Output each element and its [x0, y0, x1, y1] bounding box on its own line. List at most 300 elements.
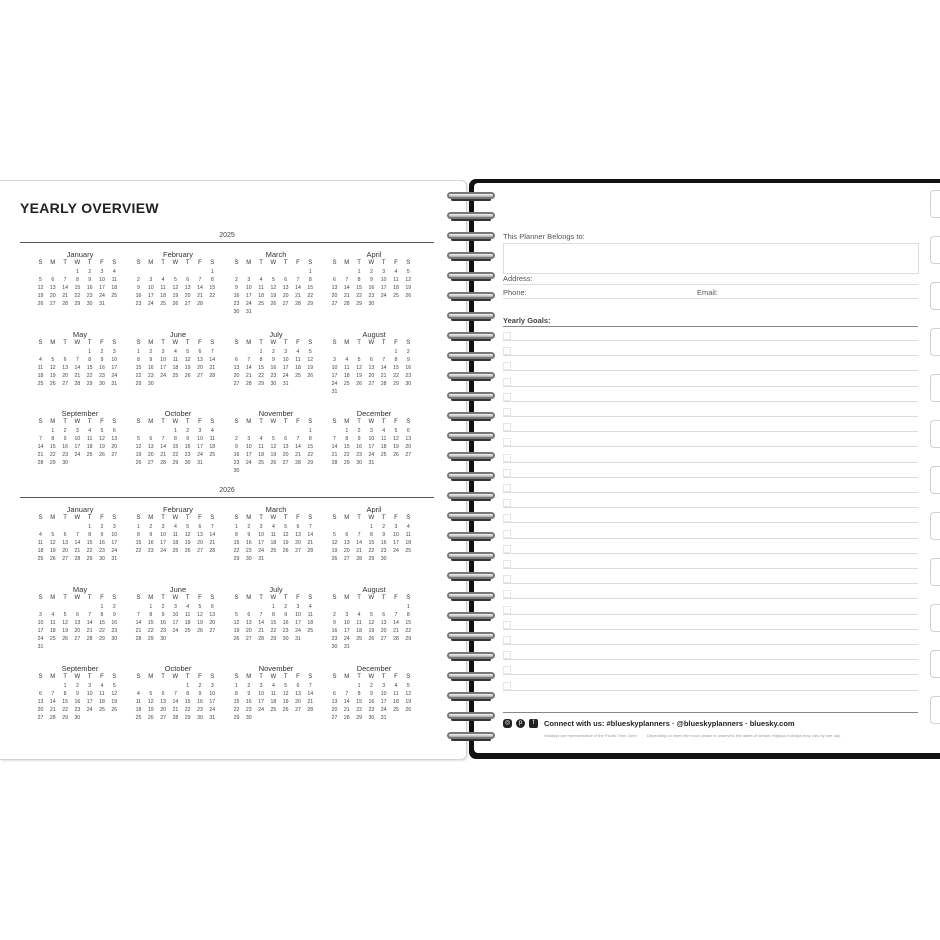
- weekday-header: S: [332, 260, 337, 266]
- day-number: 20: [368, 373, 375, 379]
- day-number: 15: [147, 620, 154, 626]
- day-number: 13: [295, 691, 301, 697]
- day-number: 19: [135, 452, 142, 458]
- day-number: 19: [331, 548, 338, 554]
- day-number: 14: [393, 620, 399, 626]
- day-number: 14: [49, 699, 56, 705]
- day-number: 19: [99, 444, 105, 450]
- month-tab[interactable]: [930, 190, 940, 218]
- goal-checkbox[interactable]: [503, 408, 511, 416]
- month-tab[interactable]: [930, 650, 940, 678]
- day-number: 3: [382, 269, 386, 275]
- day-number: 17: [258, 699, 264, 705]
- goal-line[interactable]: [503, 538, 918, 539]
- day-number: 10: [343, 620, 350, 626]
- goal-checkbox[interactable]: [503, 347, 511, 355]
- goal-checkbox[interactable]: [503, 636, 511, 644]
- day-number: 31: [197, 460, 203, 466]
- day-number: 2: [333, 612, 336, 618]
- goal-line[interactable]: [503, 522, 918, 523]
- weekday-header: T: [381, 419, 386, 425]
- goal-checkbox[interactable]: [503, 606, 511, 614]
- day-number: 29: [147, 636, 154, 642]
- day-number: 9: [382, 532, 386, 538]
- day-number: 6: [39, 691, 42, 697]
- day-number: 1: [137, 524, 140, 530]
- day-number: 7: [308, 683, 312, 689]
- month-tab[interactable]: [930, 328, 940, 356]
- name-box: [503, 243, 919, 274]
- day-number: 22: [135, 373, 142, 379]
- day-number: 11: [209, 436, 215, 442]
- goal-line[interactable]: [503, 462, 918, 463]
- day-number: 26: [331, 556, 338, 562]
- weekday-header: S: [136, 340, 141, 346]
- day-number: 11: [344, 365, 350, 371]
- goal-checkbox[interactable]: [503, 560, 511, 568]
- day-number: 12: [393, 436, 399, 442]
- goal-line[interactable]: [503, 370, 918, 371]
- day-number: 9: [284, 612, 288, 618]
- day-number: 2: [186, 428, 190, 434]
- weekday-header: S: [136, 515, 141, 521]
- day-number: 1: [259, 349, 263, 355]
- day-number: 18: [135, 707, 142, 713]
- day-number: 14: [209, 357, 216, 363]
- weekday-header: F: [394, 419, 398, 425]
- day-number: 16: [184, 444, 191, 450]
- day-number: 22: [258, 373, 264, 379]
- goal-checkbox[interactable]: [503, 469, 511, 477]
- day-number: 31: [99, 301, 105, 307]
- day-number: 21: [295, 293, 301, 299]
- day-number: 9: [149, 357, 153, 363]
- day-number: 22: [135, 548, 142, 554]
- day-number: 30: [160, 636, 166, 642]
- day-number: 20: [331, 293, 338, 299]
- day-number: 22: [147, 628, 154, 634]
- day-number: 25: [172, 548, 179, 554]
- day-number: 23: [245, 548, 252, 554]
- day-number: 18: [258, 293, 264, 299]
- day-number: 18: [270, 699, 277, 705]
- weekday-header: M: [148, 674, 154, 680]
- month-tab[interactable]: [930, 236, 940, 264]
- day-number: 21: [245, 373, 252, 379]
- day-number: 16: [160, 620, 166, 626]
- day-number: 3: [39, 612, 42, 618]
- goal-line[interactable]: [503, 690, 918, 691]
- goal-line[interactable]: [503, 644, 918, 645]
- day-number: 11: [184, 612, 191, 618]
- goal-checkbox[interactable]: [503, 484, 511, 492]
- day-number: 30: [368, 715, 375, 721]
- day-number: 30: [147, 381, 154, 387]
- goal-line[interactable]: [503, 629, 918, 630]
- day-number: 7: [296, 436, 300, 442]
- day-number: 31: [282, 381, 289, 387]
- day-number: 24: [380, 707, 387, 713]
- weekday-header: S: [112, 260, 117, 266]
- day-number: 16: [99, 540, 105, 546]
- day-number: 20: [160, 707, 166, 713]
- day-number: 19: [184, 540, 191, 546]
- day-number: 22: [270, 628, 277, 634]
- goal-line[interactable]: [503, 340, 918, 341]
- weekday-header: S: [136, 674, 141, 680]
- weekday-header: F: [394, 340, 398, 346]
- day-number: 16: [135, 293, 142, 299]
- day-number: 13: [197, 532, 203, 538]
- day-number: 19: [233, 628, 240, 634]
- day-number: 25: [258, 460, 264, 466]
- weekday-header: T: [87, 340, 92, 346]
- day-number: 12: [270, 444, 277, 450]
- day-number: 23: [160, 628, 166, 634]
- goal-line[interactable]: [503, 614, 918, 615]
- day-number: 4: [39, 357, 42, 363]
- day-number: 31: [258, 556, 264, 562]
- day-number: 22: [86, 373, 93, 379]
- day-number: 11: [270, 691, 277, 697]
- day-number: 7: [333, 436, 336, 442]
- day-number: 6: [333, 277, 336, 283]
- weekday-header: W: [270, 340, 277, 346]
- coil-ring: [447, 552, 495, 559]
- goal-checkbox[interactable]: [503, 454, 511, 462]
- weekday-header: T: [259, 419, 263, 425]
- day-number: 11: [393, 691, 399, 697]
- day-number: 18: [172, 365, 179, 371]
- goal-checkbox[interactable]: [503, 378, 511, 386]
- day-number: 3: [112, 524, 116, 530]
- day-number: 24: [245, 301, 252, 307]
- day-number: 10: [380, 277, 387, 283]
- day-number: 26: [233, 636, 240, 642]
- goal-line[interactable]: [503, 598, 918, 599]
- day-number: 8: [51, 436, 55, 442]
- day-number: 18: [307, 620, 314, 626]
- day-number: 8: [186, 691, 190, 697]
- day-number: 29: [74, 301, 81, 307]
- weekday-header: S: [308, 340, 313, 346]
- day-number: 6: [186, 277, 190, 283]
- day-number: 21: [197, 293, 203, 299]
- month-tab[interactable]: [930, 420, 940, 448]
- day-number: 9: [198, 691, 202, 697]
- weekday-header: S: [406, 515, 411, 521]
- day-number: 28: [343, 301, 350, 307]
- day-number: 9: [161, 612, 165, 618]
- day-number: 13: [343, 540, 350, 546]
- day-number: 22: [184, 707, 191, 713]
- day-number: 5: [186, 349, 190, 355]
- day-number: 10: [380, 691, 387, 697]
- day-number: 12: [49, 540, 56, 546]
- day-number: 17: [99, 285, 105, 291]
- weekday-header: W: [172, 595, 179, 601]
- day-number: 25: [356, 636, 362, 642]
- goal-checkbox[interactable]: [503, 438, 511, 446]
- day-number: 29: [258, 381, 264, 387]
- goal-line[interactable]: [503, 553, 918, 554]
- day-number: 19: [368, 628, 375, 634]
- day-number: 14: [172, 699, 179, 705]
- day-number: 31: [380, 715, 387, 721]
- coil-ring: [447, 692, 495, 699]
- weekday-header: W: [270, 674, 277, 680]
- weekday-header: S: [38, 674, 43, 680]
- goal-line[interactable]: [503, 583, 918, 584]
- day-number: 19: [405, 285, 412, 291]
- month-name: September: [61, 664, 99, 673]
- day-number: 18: [343, 373, 350, 379]
- goal-checkbox[interactable]: [503, 590, 511, 598]
- day-number: 13: [245, 620, 252, 626]
- day-number: 8: [88, 532, 92, 538]
- day-number: 30: [184, 460, 191, 466]
- day-number: 14: [74, 540, 81, 546]
- month-tab[interactable]: [930, 466, 940, 494]
- day-number: 17: [160, 540, 166, 546]
- day-number: 3: [382, 683, 386, 689]
- day-number: 10: [99, 277, 105, 283]
- weekday-header: F: [198, 260, 202, 266]
- day-number: 11: [37, 365, 44, 371]
- day-number: 30: [368, 301, 375, 307]
- day-number: 30: [233, 468, 240, 474]
- day-number: 9: [235, 444, 238, 450]
- day-number: 11: [258, 444, 264, 450]
- day-number: 1: [406, 604, 410, 610]
- goal-line[interactable]: [503, 401, 918, 402]
- month-tab[interactable]: [930, 282, 940, 310]
- day-number: 1: [210, 269, 214, 275]
- goal-line[interactable]: [503, 355, 918, 356]
- day-number: 2: [235, 277, 238, 283]
- weekday-header: W: [172, 340, 179, 346]
- day-number: 25: [343, 381, 350, 387]
- goal-checkbox[interactable]: [503, 575, 511, 583]
- day-number: 12: [172, 285, 179, 291]
- weekday-header: T: [283, 595, 288, 601]
- day-number: 15: [99, 620, 105, 626]
- goal-line[interactable]: [503, 659, 918, 660]
- weekday-header: S: [234, 515, 239, 521]
- month-tab[interactable]: [930, 374, 940, 402]
- goal-checkbox[interactable]: [503, 393, 511, 401]
- day-number: 20: [331, 707, 338, 713]
- day-number: 7: [51, 691, 55, 697]
- weekday-header: T: [283, 419, 288, 425]
- day-number: 17: [393, 540, 399, 546]
- day-number: 25: [258, 301, 264, 307]
- coil-ring: [447, 352, 495, 359]
- day-number: 18: [258, 452, 264, 458]
- day-number: 24: [99, 293, 105, 299]
- weekday-header: S: [332, 515, 337, 521]
- day-number: 8: [394, 357, 398, 363]
- day-number: 17: [74, 444, 81, 450]
- day-number: 12: [184, 532, 191, 538]
- day-number: 17: [147, 293, 154, 299]
- day-number: 12: [37, 285, 44, 291]
- day-number: 30: [270, 381, 277, 387]
- day-number: 12: [307, 357, 314, 363]
- day-number: 21: [74, 548, 81, 554]
- goal-line[interactable]: [503, 507, 918, 508]
- day-number: 23: [74, 707, 81, 713]
- weekday-header: S: [136, 260, 141, 266]
- coil-ring: [447, 592, 495, 599]
- day-number: 14: [245, 365, 252, 371]
- day-number: 19: [111, 699, 118, 705]
- coil-ring: [447, 412, 495, 419]
- weekday-header: T: [185, 515, 190, 521]
- day-number: 26: [282, 707, 289, 713]
- goal-checkbox[interactable]: [503, 621, 511, 629]
- goal-checkbox[interactable]: [503, 499, 511, 507]
- day-number: 2: [88, 269, 92, 275]
- goal-checkbox[interactable]: [503, 530, 511, 538]
- weekday-header: W: [172, 674, 179, 680]
- goal-line[interactable]: [503, 477, 918, 478]
- weekday-header: T: [381, 260, 386, 266]
- coil-ring: [447, 452, 495, 459]
- day-number: 4: [259, 277, 263, 283]
- weekday-header: T: [185, 260, 190, 266]
- day-number: 3: [210, 683, 214, 689]
- day-number: 2: [63, 428, 67, 434]
- weekday-header: T: [63, 674, 67, 680]
- day-number: 14: [258, 620, 264, 626]
- coil-ring: [447, 612, 495, 619]
- month-tab[interactable]: [930, 604, 940, 632]
- day-number: 27: [405, 452, 412, 458]
- weekday-header: T: [63, 419, 67, 425]
- weekday-header: T: [357, 595, 361, 601]
- goal-checkbox[interactable]: [503, 332, 511, 340]
- goal-checkbox[interactable]: [503, 423, 511, 431]
- day-number: 19: [270, 452, 277, 458]
- day-number: 7: [75, 532, 79, 538]
- day-number: 30: [245, 556, 252, 562]
- day-number: 26: [393, 452, 399, 458]
- day-number: 28: [86, 636, 93, 642]
- day-number: 9: [88, 277, 92, 283]
- day-number: 18: [99, 699, 105, 705]
- month-tab[interactable]: [930, 696, 940, 724]
- goal-checkbox[interactable]: [503, 514, 511, 522]
- day-number: 5: [51, 357, 55, 363]
- day-number: 16: [147, 365, 154, 371]
- day-number: 7: [247, 357, 251, 363]
- goal-checkbox[interactable]: [503, 362, 511, 370]
- goal-line[interactable]: [503, 416, 918, 417]
- goal-line[interactable]: [503, 431, 918, 432]
- month-tab[interactable]: [930, 558, 940, 586]
- goal-line[interactable]: [503, 492, 918, 493]
- day-number: 7: [296, 277, 300, 283]
- day-number: 4: [259, 436, 263, 442]
- day-number: 27: [37, 715, 44, 721]
- day-number: 20: [282, 452, 289, 458]
- weekday-header: S: [210, 674, 215, 680]
- day-number: 25: [37, 556, 44, 562]
- day-number: 8: [137, 357, 140, 363]
- goal-line[interactable]: [503, 386, 918, 387]
- day-number: 24: [37, 636, 44, 642]
- weekday-header: S: [210, 260, 215, 266]
- day-number: 10: [160, 357, 166, 363]
- day-number: 26: [147, 715, 154, 721]
- day-number: 15: [270, 620, 277, 626]
- month-tab[interactable]: [930, 512, 940, 540]
- day-number: 4: [210, 428, 214, 434]
- day-number: 24: [147, 301, 154, 307]
- day-number: 15: [233, 699, 240, 705]
- day-number: 7: [394, 612, 398, 618]
- day-number: 25: [209, 452, 216, 458]
- day-number: 29: [49, 460, 56, 466]
- weekday-header: S: [38, 340, 43, 346]
- day-number: 26: [405, 707, 412, 713]
- day-number: 11: [172, 532, 179, 538]
- day-number: 14: [197, 285, 203, 291]
- day-number: 5: [284, 683, 288, 689]
- goal-checkbox[interactable]: [503, 651, 511, 659]
- day-number: 12: [184, 357, 191, 363]
- goal-checkbox[interactable]: [503, 666, 511, 674]
- day-number: 8: [75, 277, 79, 283]
- goal-line[interactable]: [503, 446, 918, 447]
- day-number: 23: [86, 293, 93, 299]
- day-number: 18: [184, 620, 191, 626]
- day-number: 19: [49, 373, 56, 379]
- weekday-header: T: [259, 515, 263, 521]
- weekday-header: W: [172, 260, 179, 266]
- day-number: 3: [369, 428, 373, 434]
- day-number: 11: [356, 620, 362, 626]
- phone-label: Phone:: [503, 288, 527, 297]
- goal-checkbox[interactable]: [503, 682, 511, 690]
- goal-line[interactable]: [503, 674, 918, 675]
- month-name: February: [162, 505, 193, 514]
- day-number: 7: [259, 612, 263, 618]
- day-number: 29: [86, 381, 93, 387]
- day-number: 8: [100, 612, 104, 618]
- goal-line[interactable]: [503, 568, 918, 569]
- goal-checkbox[interactable]: [503, 545, 511, 553]
- coil-ring: [447, 392, 495, 399]
- day-number: 6: [296, 683, 300, 689]
- weekday-header: W: [74, 260, 81, 266]
- day-number: 5: [63, 612, 67, 618]
- day-number: 28: [331, 460, 338, 466]
- weekday-header: S: [406, 595, 411, 601]
- day-number: 5: [357, 357, 361, 363]
- day-number: 18: [393, 285, 399, 291]
- day-number: 29: [135, 381, 142, 387]
- day-number: 25: [295, 373, 301, 379]
- day-number: 19: [147, 707, 154, 713]
- day-number: 10: [245, 444, 252, 450]
- day-number: 17: [160, 365, 166, 371]
- weekday-header: W: [368, 595, 375, 601]
- weekday-header: T: [381, 340, 386, 346]
- weekday-header: T: [161, 595, 165, 601]
- day-number: 10: [368, 436, 375, 442]
